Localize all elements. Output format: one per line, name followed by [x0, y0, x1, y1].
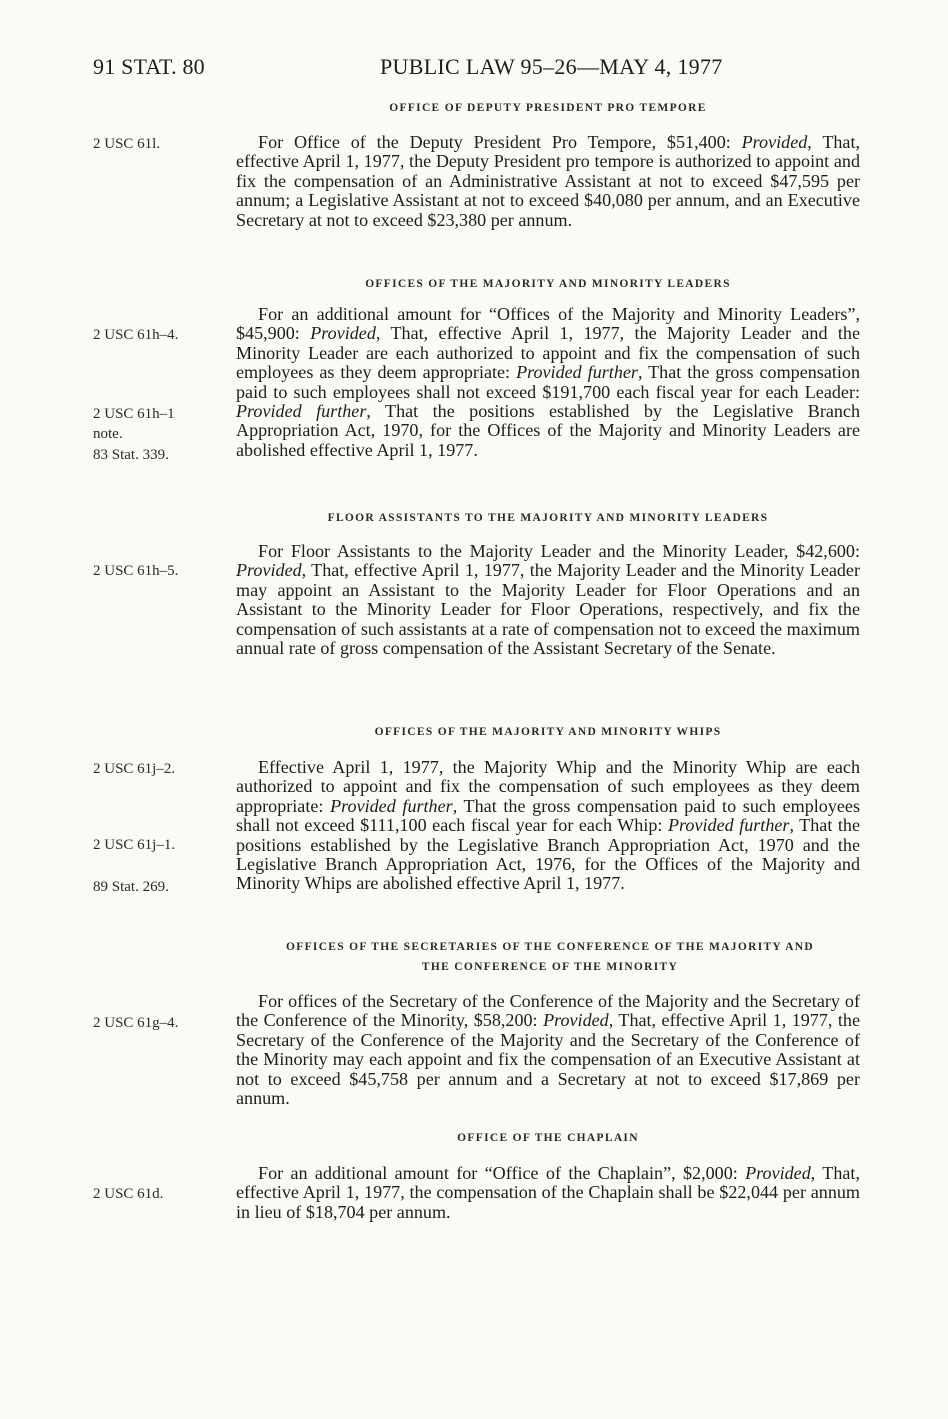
paragraph-text: , That the gross compensation paid to such employees shall not exceed $111,100 each fiscal year for each Whip:: [236, 795, 860, 836]
margin-note: note.: [93, 426, 123, 442]
section-heading: OFFICES OF THE MAJORITY AND MINORITY LEADERS: [365, 278, 731, 290]
paragraph-text: , That, effective April 1, 1977, the Majority Leader and the Minority Leader may appoint an Assistant to the Majority Leader for Floor Operations and an Assistant to the Minority Leader for Floor Operations, respectively, and fix the compensation of such assistants at a rate of compensation not to exceed the maximum annual rate of gross compensation of the Assistant Secretary of the Senate.: [236, 560, 860, 659]
section-paragraph: [236, 1164, 860, 1222]
italic-proviso: Provided: [543, 1010, 609, 1031]
section-paragraph: [236, 305, 860, 460]
section-paragraph: [236, 758, 860, 894]
margin-note: 2 USC 61h–5.: [93, 563, 179, 579]
margin-note: 2 USC 61l.: [93, 136, 161, 152]
section-heading: OFFICES OF THE SECRETARIES OF THE CONFERENCE OF THE MAJORITY AND: [286, 941, 814, 953]
margin-note: 2 USC 61h–4.: [93, 327, 179, 343]
margin-note: 83 Stat. 339.: [93, 447, 169, 463]
section-heading: FLOOR ASSISTANTS TO THE MAJORITY AND MINORITY LEADERS: [327, 512, 769, 524]
section-heading-continued: THE CONFERENCE OF THE MINORITY: [421, 961, 679, 973]
section-heading: OFFICES OF THE MAJORITY AND MINORITY WHIPS: [374, 726, 722, 738]
margin-note: 89 Stat. 269.: [93, 879, 169, 895]
italic-proviso: Provided further: [330, 795, 453, 816]
margin-note: 2 USC 61h–1: [93, 406, 175, 422]
italic-proviso: Provided further: [236, 401, 367, 422]
margin-note: 2 USC 61d.: [93, 1186, 164, 1202]
margin-note: 2 USC 61j–1.: [93, 837, 176, 853]
paragraph-text: , That, effective April 1, 1977, the Majority Leader and the Minority Leader are each authorized to appoint and fix the compensation of such employees as they deem appropriate:: [236, 323, 861, 383]
paragraph-text: , That, effective April 1, 1977, the Secretary of the Conference of the Majority and the Secretary of the Conference of the Minority may each appoint and fix the compensation of an Executive Assistant at not to exceed $45,758 per annum and a Secretary at not to exceed $17,869 per annum.: [236, 1010, 860, 1109]
margin-note: 2 USC 61g–4.: [93, 1015, 179, 1031]
paragraph-text: For Floor Assistants to the Majority Leader and the Minority Leader, $42,600:: [258, 541, 860, 561]
section-paragraph: [236, 992, 860, 1108]
paragraph-text: Effective April 1, 1977, the Majority Whip and the Minority Whip are each authorized to appoint and fix the compensation of such employees as they deem appropriate:: [236, 757, 860, 816]
paragraph-text: , That, effective April 1, 1977, the compensation of the Chaplain shall be $22,044 per annum in lieu of $18,704 per annum.: [236, 1163, 860, 1222]
section-paragraph: [236, 133, 860, 230]
italic-proviso: Provided further: [516, 362, 638, 383]
margin-note: 2 USC 61j–2.: [93, 761, 176, 777]
page-reference: 91 STAT. 80: [93, 54, 205, 79]
paragraph-text: , That, effective April 1, 1977, the Deputy President pro tempore is authorized to appoint and fix the compensation of an Administrative Assistant at not to exceed $47,595 per annum; a Legislative Assistant at not to exceed $40,080 per annum, and an Executive Secretary at not to exceed $23,380 per annum.: [236, 132, 861, 230]
italic-proviso: Provided: [745, 1163, 811, 1183]
page-title: PUBLIC LAW 95–26—MAY 4, 1977: [380, 54, 723, 79]
section-paragraph: [236, 542, 860, 658]
paragraph-text: For offices of the Secretary of the Conference of the Majority and the Secretary of the Conference of the Minority, $58,200:: [236, 991, 860, 1031]
paragraph-text: For an additional amount for “Office of the Chaplain”, $2,000:: [258, 1163, 746, 1183]
paragraph-text: For an additional amount for “Offices of the Majority and Minority Leaders”, $45,900:: [236, 304, 860, 344]
paragraph-text: For Office of the Deputy President Pro Tempore, $51,400:: [258, 132, 742, 152]
section-heading: OFFICE OF DEPUTY PRESIDENT PRO TEMPORE: [389, 102, 707, 114]
paragraph-text: , That the gross compensation paid to such employees shall not exceed $191,700 each fiscal year for each Leader:: [236, 362, 860, 402]
paragraph-text: , That the positions established by the Legislative Branch Appropriation Act, 1970, for the Offices of the Majority and Minority Leaders are abolished effective April 1, 1977.: [236, 401, 861, 460]
italic-proviso: Provided: [741, 132, 808, 152]
paragraph-text: , That the positions established by the Legislative Branch Appropriation Act, 1970 and the Legislative Branch Appropriation Act, 1976, for the Offices of the Majority and Minority Whips are abolished effective April 1, 1977.: [236, 815, 860, 894]
section-heading: OFFICE OF THE CHAPLAIN: [457, 1132, 639, 1144]
italic-proviso: Provided: [310, 323, 376, 344]
italic-proviso: Provided further: [668, 815, 790, 836]
italic-proviso: Provided: [236, 560, 302, 581]
